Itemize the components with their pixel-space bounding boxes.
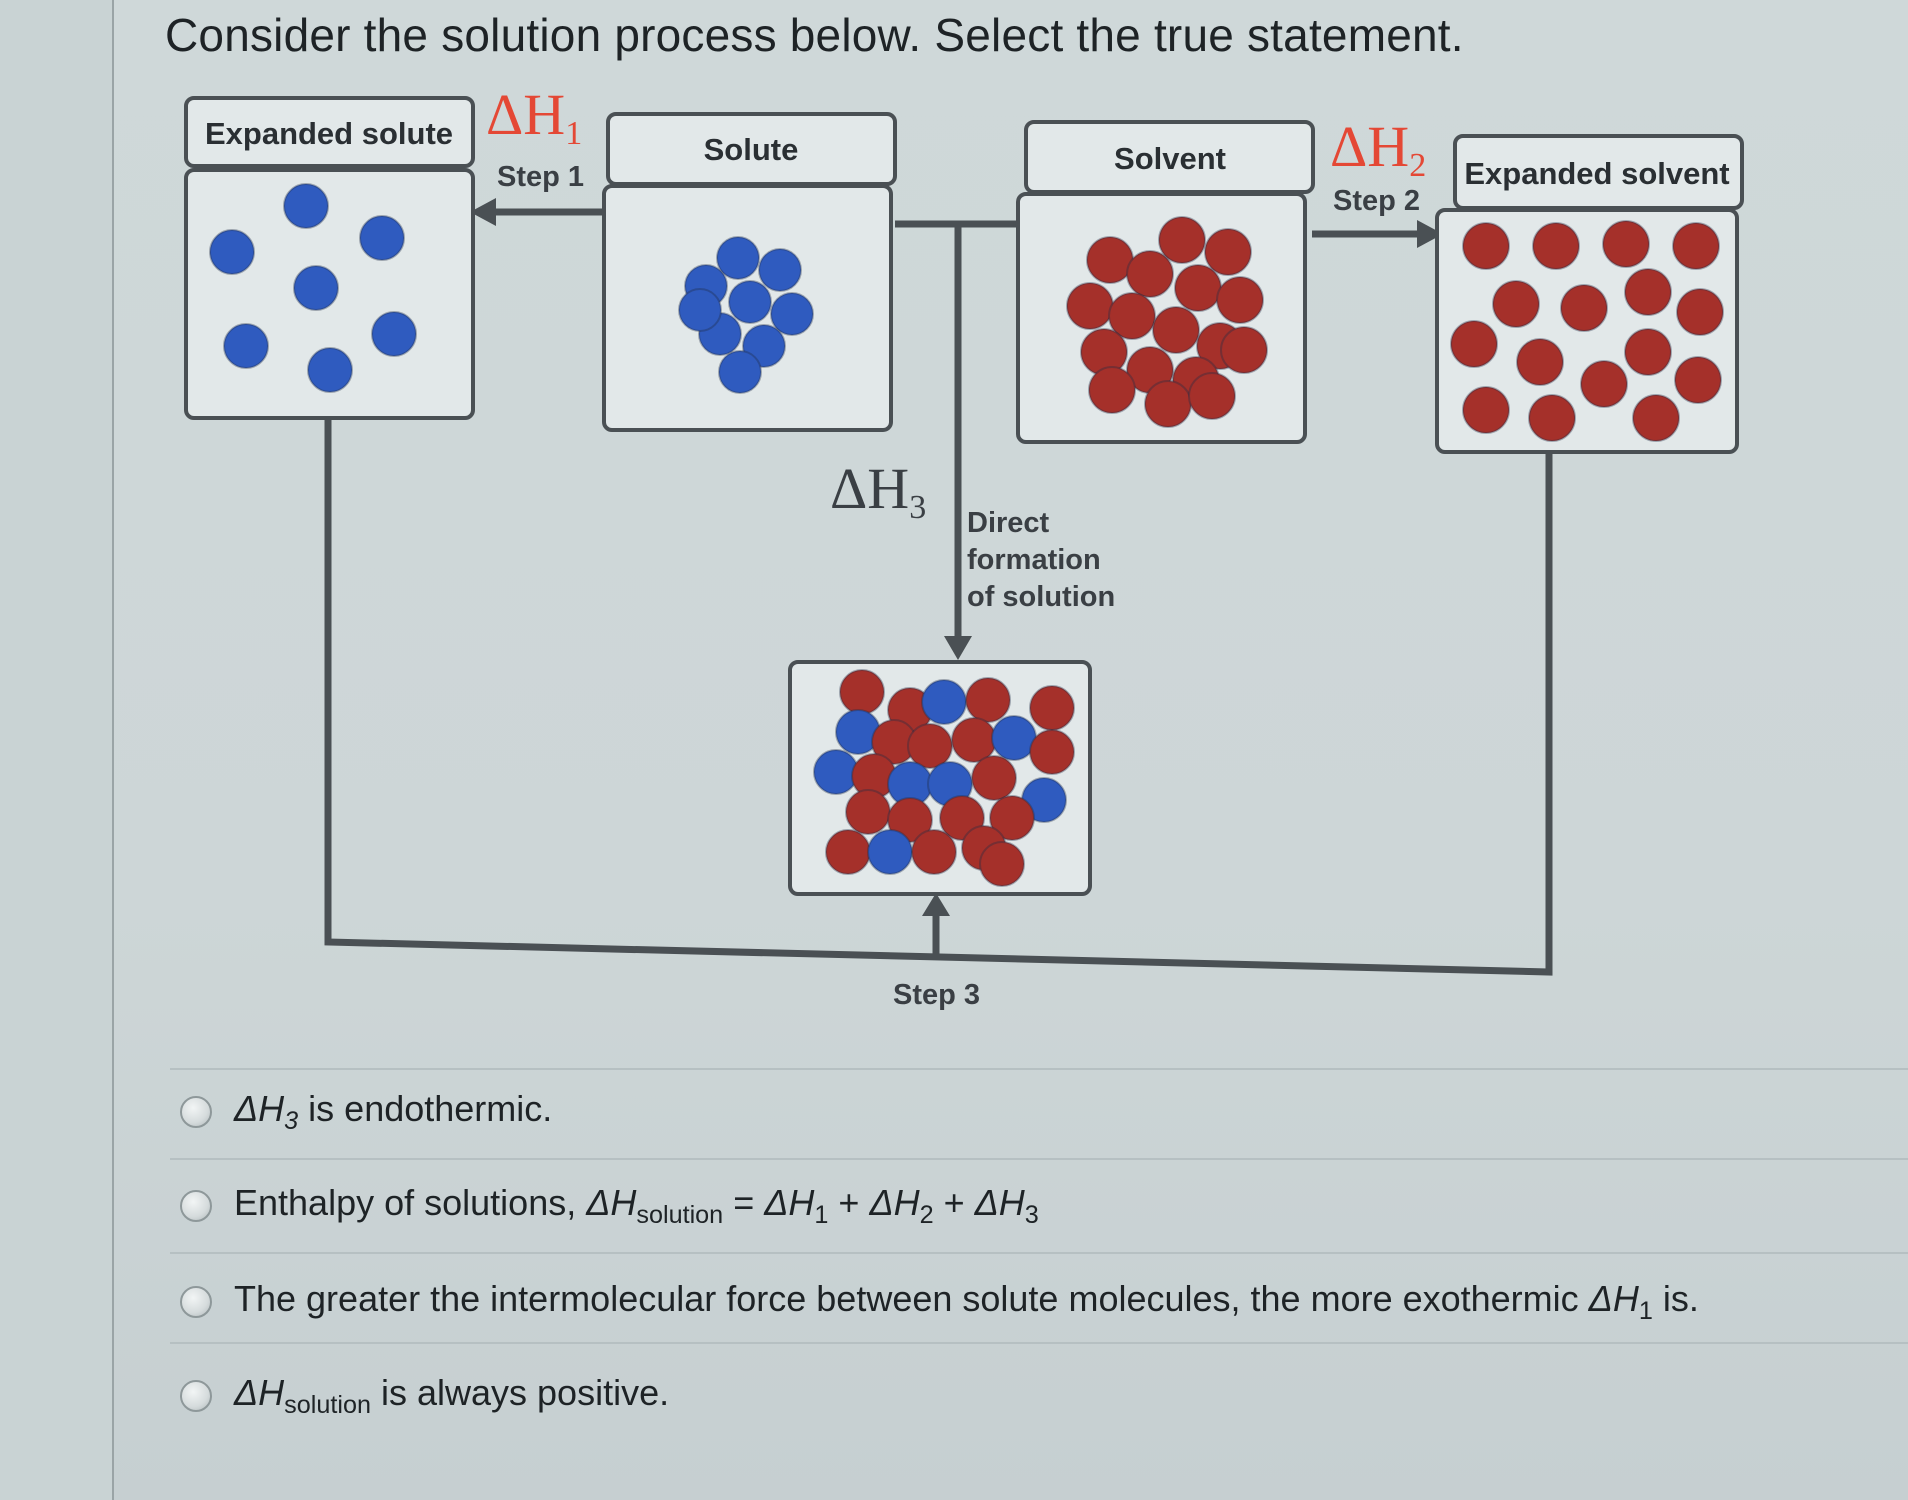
solvent-particle <box>1625 269 1671 315</box>
solvent-particle <box>1581 361 1627 407</box>
solvent-particle <box>1529 395 1575 441</box>
solvent-particle <box>912 830 956 874</box>
expanded-solute-group <box>186 98 473 418</box>
solvent-particle <box>1145 381 1191 427</box>
solvent-particle <box>972 756 1016 800</box>
solvent-particle <box>840 670 884 714</box>
solvent-particle <box>1221 327 1267 373</box>
solvent-particle <box>1030 686 1074 730</box>
solute-particle <box>308 348 352 392</box>
solvent-particle <box>1153 307 1199 353</box>
question-text: Consider the solution process below. Select the true statement. <box>165 9 1464 61</box>
option-a-text: $\Delta H_3$ is endothermic. <box>234 1088 553 1136</box>
solute-particle <box>679 289 721 331</box>
solvent-particle <box>1175 265 1221 311</box>
solvent-particle <box>1675 357 1721 403</box>
solute-particle <box>372 312 416 356</box>
solute-particle <box>759 249 801 291</box>
solvent-particle <box>1533 223 1579 269</box>
solvent-particle <box>1677 289 1723 335</box>
solvent-particle <box>1067 283 1113 329</box>
solvent-particle <box>966 678 1010 722</box>
separator <box>170 1068 1908 1070</box>
solvent-particle <box>908 724 952 768</box>
solute-particle <box>729 281 771 323</box>
separator <box>170 1342 1908 1344</box>
dh3-label: ΔH3 <box>830 456 927 526</box>
solvent-particle <box>826 830 870 874</box>
solvent-particle <box>1463 223 1509 269</box>
option-d-text: $\Delta H_{solution}$ is always positive. <box>234 1372 670 1420</box>
solute-particle <box>294 266 338 310</box>
direct-formation-label: Direct formation of solution <box>967 507 1116 613</box>
solvent-particle <box>1625 329 1671 375</box>
direct-arrowhead <box>944 636 972 660</box>
solute-particle <box>922 680 966 724</box>
solvent-particle <box>1633 395 1679 441</box>
dh2-label: ΔH2 <box>1330 114 1427 184</box>
separator <box>170 1252 1908 1254</box>
solvent-particle <box>1603 221 1649 267</box>
option-a[interactable] <box>180 1088 552 1136</box>
option-c[interactable] <box>180 1278 1699 1326</box>
solution-group <box>790 662 1090 894</box>
solvent-label: Solvent <box>1114 141 1226 176</box>
solvent-particle <box>846 790 890 834</box>
step1-label: Step 1 <box>497 161 585 193</box>
option-d[interactable] <box>180 1372 669 1420</box>
solvent-particle <box>1493 281 1539 327</box>
radio-button-a[interactable] <box>180 1096 212 1128</box>
separator <box>170 1158 1908 1160</box>
expanded-solvent-label: Expanded solvent <box>1464 156 1730 191</box>
step3-label: Step 3 <box>893 979 981 1011</box>
solvent-particle <box>1127 251 1173 297</box>
solvent-particle <box>1463 387 1509 433</box>
solvent-particle <box>1217 277 1263 323</box>
solvent-particle <box>1089 367 1135 413</box>
solvent-particle <box>1451 321 1497 367</box>
solvent-particle <box>1189 373 1235 419</box>
radio-button-b[interactable] <box>180 1190 212 1222</box>
solvent-particle <box>980 842 1024 886</box>
solvent-particle <box>1561 285 1607 331</box>
solute-particle <box>284 184 328 228</box>
option-c-text: The greater the intermolecular force between solute molecules, the more exothermic $\Delta H_1$ is. <box>234 1278 1699 1326</box>
dh1-label: ΔH1 <box>486 82 583 152</box>
solvent-particle <box>1517 339 1563 385</box>
option-b-text: Enthalpy of solutions, $\Delta H_{solution} = \Delta H_1 + \Delta H_2 + \Delta H_3$ <box>234 1182 1039 1230</box>
solvent-particle <box>1205 229 1251 275</box>
solute-particle <box>360 216 404 260</box>
option-b[interactable] <box>180 1182 1039 1230</box>
solvent-particle <box>1030 730 1074 774</box>
solute-particle <box>868 830 912 874</box>
solvent-particle <box>952 718 996 762</box>
step3-arrowhead <box>922 893 950 916</box>
solute-particle <box>719 351 761 393</box>
expanded-solvent-group <box>1437 136 1742 452</box>
solute-particle <box>224 324 268 368</box>
step2-label: Step 2 <box>1333 185 1421 217</box>
solute-label: Solute <box>703 132 799 167</box>
solute-particle <box>210 230 254 274</box>
solvent-group <box>1018 122 1313 442</box>
solute-group <box>604 114 895 430</box>
radio-button-d[interactable] <box>180 1380 212 1412</box>
radio-button-c[interactable] <box>180 1286 212 1318</box>
expanded-solute-label: Expanded solute <box>204 116 454 151</box>
solvent-particle <box>1673 223 1719 269</box>
